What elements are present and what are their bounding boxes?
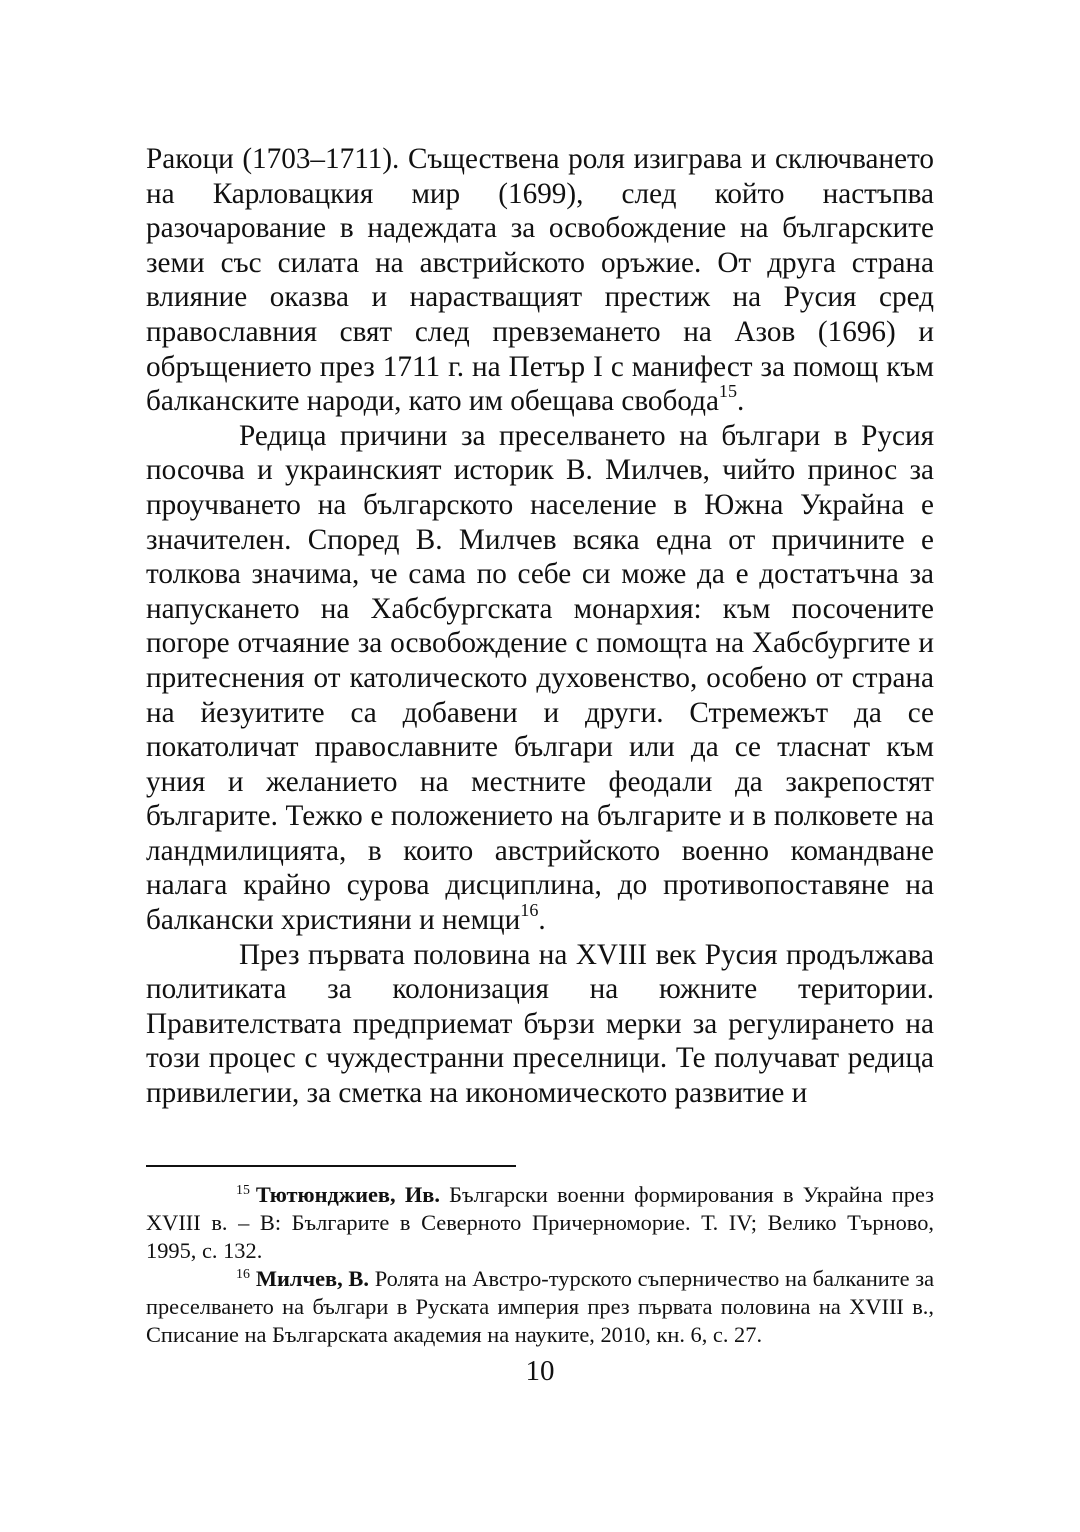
footnote-text: Български военни формирования в Украйна през XVIII в. – В: Българите в Северното Причерноморие. Т. IV; Велико Търново, 1995, с. 132. <box>146 1182 934 1263</box>
footnote-divider <box>146 1165 516 1167</box>
paragraph-1-text: Ракоци (1703–1711). Съществена роля изиграва и сключването на Карловацкия мир (1699), след който настъпва разочарование в надеждата за освобождение на българските земи със силата на австрийското оръжие. От друга страна влияние оказва и нарастващият престиж на Русия сред православния свят след превземането на Азов (1696) и обръщението през 1711 г. на Петър I с манифест за помощ към балканските народи, като им обещава свобода <box>146 143 934 418</box>
footnote-author: Милчев, В. <box>255 1266 369 1291</box>
footnotes <box>146 1181 934 1349</box>
paragraph-1 <box>146 142 934 419</box>
paragraph-2-text: Редица причини за преселването на българи в Русия посочва и украинският историк В. Милчев, чийто принос за проучването на българското население в Южна Украйна е значителен. Според В. Милчев всяка една от причините е толкова значима, че сама по себе си може да е достатъчна за напускането на Хабсбургската монархия: към посочените погоре отчаяние за освобождение с помощта на Хабсбургите и притеснения от католическото духовенство, особено от страна на йезуитите са добавени и други. Стремежът да се покатоличат православните българи или да се тласнат към уния и желанието на местните феодали да закрепостят българите. Тежко е положението на българите и в полковете на ландмилицията, в които австрийското военно командване налага крайно сурова дисциплина, до противопоставяне на балкански християни и немци <box>146 419 934 937</box>
footnote-15 <box>146 1181 934 1265</box>
footnote-text: Ролята на Австро-турското съперничество на балканите за преселването на българи в Руската империя през първата половина на XVIII в., Списание на Българската академия на науките, 2010, кн. 6, с. 27. <box>146 1266 935 1347</box>
footnote-ref-16[interactable]: 16 <box>520 899 539 920</box>
page-number: 10 <box>525 1355 555 1387</box>
footnote-number: 15 <box>236 1182 250 1198</box>
paragraph-2 <box>146 419 934 938</box>
paragraph-3 <box>146 938 934 1111</box>
footnote-16 <box>146 1265 934 1349</box>
paragraph-3-text: През първата половина на XVIII век Русия продължава политиката за колонизация на южните територии. Правителствата предприемат бързи мерки за регулирането на този процес с чуждестранни преселници. Те получават редица привилегии, за сметка на икономическото развитие и <box>146 938 934 1110</box>
paragraph-1-end: . <box>737 385 745 418</box>
paragraph-2-end: . <box>538 904 546 937</box>
main-text <box>146 142 934 1111</box>
footnote-author: Тютюнджиев, Ив. <box>255 1182 440 1207</box>
footnote-number: 16 <box>236 1266 250 1282</box>
footnote-ref-15[interactable]: 15 <box>718 380 737 401</box>
